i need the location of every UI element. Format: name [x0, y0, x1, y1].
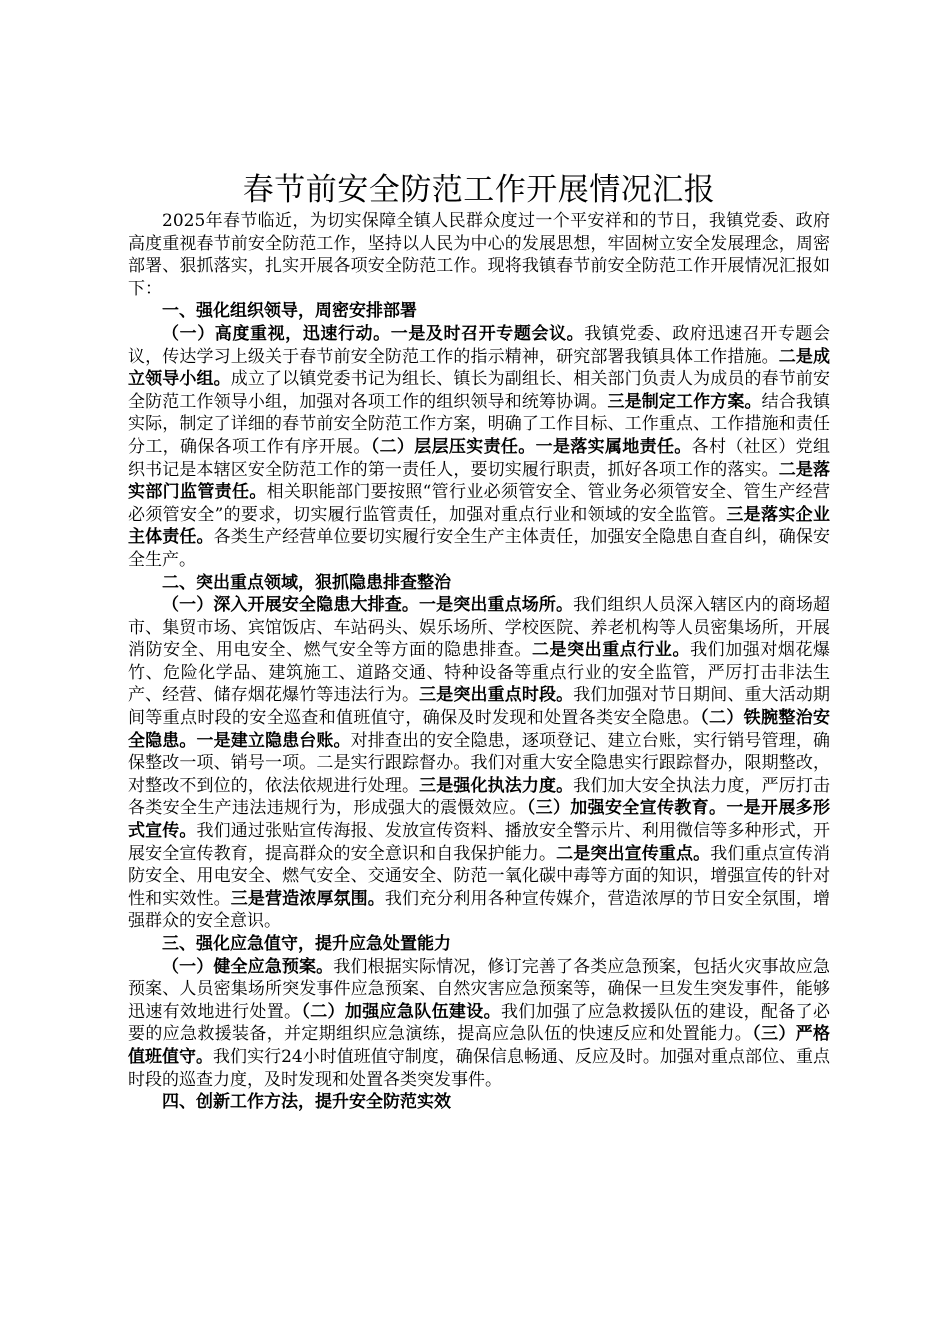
- document-body: [128, 210, 830, 1114]
- body-paragraph: [128, 956, 830, 1092]
- bold-phrase: 一是及时召开专题会议。: [390, 323, 585, 344]
- text-run: 我们组织人员深入辖区内的商场超市、集贸市场、宾馆饭店、车站码头、娱乐场所、学校医院、养老机构等人员密集场所，开展消防安全、用电安全、燃气安全等方面的隐患排查。: [128, 595, 831, 661]
- text-run: 我们充分利用各种宣传媒介，营造浓厚的节日安全氛围，增强群众的安全意识。: [128, 888, 830, 932]
- text-run: 各村（社区）党组织书记是本辖区安全防范工作的第一责任人，要切实履行职责，抓好各项工作的落实。: [128, 436, 831, 480]
- bold-phrase: （一）健全应急预案。: [162, 956, 334, 977]
- text-run: 我们加强对烟花爆竹、危险化学品、建筑施工、道路交通、特种设备等重点行业的安全监管，严厉打击非法生产、经营、储存烟花爆竹等违法行为。: [128, 640, 831, 706]
- bold-phrase: 三是制定工作方案。: [607, 391, 762, 412]
- section-heading: 一、强化组织领导，周密安排部署: [162, 301, 417, 322]
- text-run: 我们加强对节日期间、重大活动期间等重点时段的安全巡查和值班值守，确保及时发现和处置各类安全隐患。: [128, 685, 830, 729]
- bold-phrase: 一是突出重点场所。: [418, 595, 574, 616]
- bold-phrase: 三是强化执法力度。: [419, 775, 574, 796]
- bold-phrase: 二是成立领导小组。: [128, 346, 830, 390]
- text-run: 结合我镇实际，制定了详细的春节前安全防范工作方案，明确了工作目标、工作重点、工作措施和责任分工，确保各项工作有序开展。: [128, 391, 830, 457]
- text-run: 相关职能部门要按照“管行业必须管安全、管业务必须管安全、管生产经营必须管安全”的要求，切实履行监管责任，加强对重点行业和领域的安全监管。: [128, 482, 830, 525]
- text-run: 各类生产经营单位要切实履行安全生产主体责任，加强安全隐患自查自纠，确保安全生产。: [128, 527, 830, 570]
- body-paragraph: [128, 594, 830, 933]
- text-run: 成立了以镇党委书记为组长、镇长为副组长、相关部门负责人为成员的春节前安全防范工作领导小组，加强对各项工作的组织领导和统筹协调。: [128, 369, 830, 412]
- bold-phrase: 一是建立隐患台账。: [196, 730, 351, 751]
- bold-phrase: （一）深入开展安全隐患大排查。: [162, 595, 419, 616]
- body-paragraph: [128, 323, 830, 572]
- section-heading: 四、创新工作方法，提升安全防范实效: [162, 1092, 451, 1113]
- bold-phrase: （二）铁腕整治安全隐患。: [128, 708, 831, 751]
- text-run: 我们加大安全执法力度，严厉打击各类安全生产违法违规行为，形成强大的震慑效应。: [128, 775, 830, 819]
- bold-phrase: （二）加强应急队伍建设。: [301, 1001, 501, 1022]
- bold-phrase: （三）加强安全宣传教育。: [526, 798, 727, 819]
- bold-phrase: 一是开展多形式宣传。: [128, 798, 831, 842]
- bold-phrase: （三）严格值班值守。: [128, 1024, 831, 1067]
- text-run: 2025年春节临近，为切实保障全镇人民群众度过一个平安祥和的节日，我镇党委、政府高度重视春节前安全防范工作，坚持以人民为中心的发展思想，牢固树立安全发展理念，周密部署、狠抓落实，扎实开展各项安全防范工作。现将我镇春节前安全防范工作开展情况汇报如下：: [128, 211, 830, 299]
- bold-phrase: 三是落实企业主体责任。: [128, 504, 830, 548]
- bold-phrase: 三是突出重点时段。: [419, 685, 574, 706]
- text-run: 我镇党委、政府迅速召开专题会议，传达学习上级关于春节前安全防范工作的指示精神，研究部署我镇具体工作措施。: [128, 323, 831, 367]
- text-run: 我们根据实际情况，修订完善了各类应急预案，包括火灾事故应急预案、人员密集场所突发事件应急预案、自然灾害应急预案等，确保一旦发生突发事件，能够迅速有效地进行处置。: [128, 956, 831, 1022]
- bold-phrase: 二是突出宣传重点。: [556, 843, 711, 864]
- text-run: 对排查出的安全隐患，逐项登记、建立台账，实行销号管理，确保整改一项、销号一项。二是实行跟踪督办。我们对重大安全隐患实行跟踪督办，限期整改，对整改不到位的，依法依规进行处理。: [128, 730, 830, 796]
- bold-phrase: 二是落实部门监管责任。: [128, 459, 830, 503]
- bold-phrase: 一是落实属地责任。: [535, 436, 692, 457]
- body-paragraph: [128, 210, 830, 300]
- document-page: [128, 170, 830, 1114]
- text-run: 我们加强了应急救援队伍的建设，配备了必要的应急救援装备，并定期组织应急演练，提高应急队伍的快速反应和处置能力。: [128, 1001, 831, 1045]
- document-title: 春节前安全防范工作开展情况汇报: [242, 172, 716, 208]
- section-heading: 二、突出重点领域，狠抓隐患排查整治: [162, 572, 451, 593]
- bold-phrase: （一）高度重视，迅速行动。: [162, 323, 391, 344]
- bold-phrase: （二）层层压实责任。: [370, 436, 536, 457]
- bold-phrase: 二是突出重点行业。: [531, 640, 691, 661]
- text-run: 我们实行24小时值班值守制度，确保信息畅通、反应及时。加强对重点部位、重点时段的巡查力度，及时发现和处置各类突发事件。: [128, 1046, 830, 1090]
- text-run: 我们通过张贴宣传海报、发放宣传资料、播放安全警示片、利用微信等多种形式，开展安全宣传教育，提高群众的安全意识和自我保护能力。: [128, 821, 830, 864]
- section-heading: 三、强化应急值守，提升应急处置能力: [162, 934, 451, 954]
- text-run: 我们重点宣传消防安全、用电安全、燃气安全、交通安全、防范一氧化碳中毒等方面的知识，增强宣传的针对性和实效性。: [128, 843, 830, 909]
- bold-phrase: 三是营造浓厚氛围。: [230, 888, 385, 909]
